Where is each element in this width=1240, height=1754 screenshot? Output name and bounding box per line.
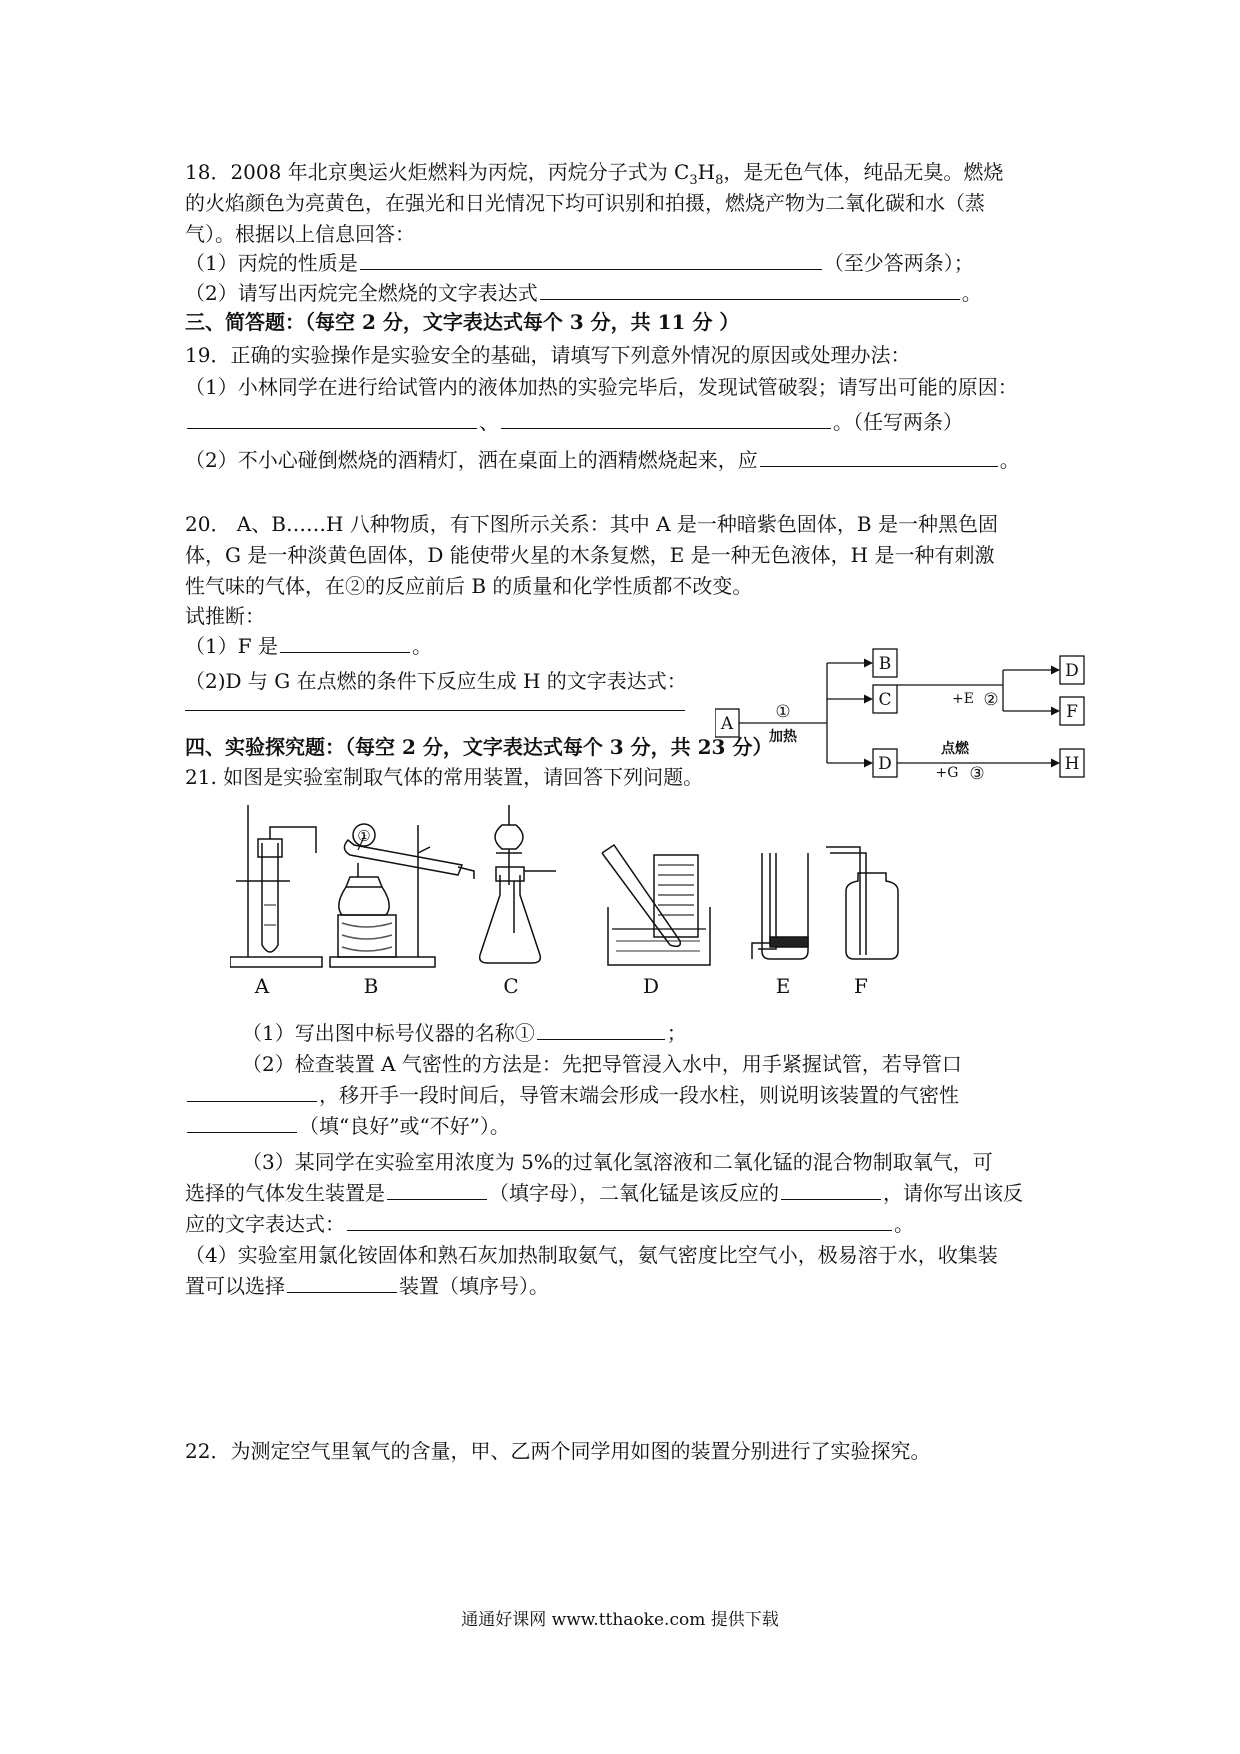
q19-sub1: （1）小林同学在进行给试管内的液体加热的实验完毕后，发现试管破裂；请写出可能的原因： <box>185 375 1018 399</box>
q19-sub2: （2）不小心碰倒燃烧的酒精灯，洒在桌面上的酒精燃烧起来，应 。 <box>185 448 1020 472</box>
label-d: D <box>878 754 892 774</box>
label-b: B <box>363 974 379 998</box>
q21-sub3-line1: （3）某同学在实验室用浓度为 5%的过氧化氢溶液和二氧化锰的混合物制取氧气，可 <box>242 1150 993 1174</box>
apparatus-c <box>480 805 556 963</box>
apparatus-figure <box>230 795 1030 1005</box>
answer-blank[interactable] <box>781 1179 881 1200</box>
answer-blank[interactable] <box>185 710 685 711</box>
q18-sub1: （1）丙烷的性质是 （至少答两条）； <box>185 251 974 275</box>
answer-blank[interactable] <box>537 1019 665 1040</box>
footer-text: 通通好课网 www.tthaoke.com 提供下载 <box>461 1610 779 1630</box>
answer-blank[interactable] <box>387 1179 487 1200</box>
q18-line2: 的火焰颜色为亮黄色，在强光和日光情况下均可识别和拍摄，燃烧产物为二氧化碳和水（蒸 <box>185 191 985 215</box>
answer-blank[interactable] <box>501 408 831 429</box>
section-4-title: 四、实验探究题：（每空 2 分，文字表达式每个 3 分，共 23 分） <box>185 735 773 759</box>
q21-sub1: （1）写出图中标号仪器的名称① ； <box>242 1021 687 1045</box>
q20-line2: 体，G 是一种淡黄色固体，D 能使带火星的木条复燃，E 是一种无色液体，H 是一种有刺激 <box>185 543 995 567</box>
label-a: A <box>254 974 270 998</box>
label-a: A <box>720 714 734 734</box>
label-d2: D <box>1065 661 1079 681</box>
answer-blank[interactable] <box>280 632 410 653</box>
q20-sub2: （2)D 与 G 在点燃的条件下反应生成 H 的文字表达式： <box>185 669 687 693</box>
label-d: D <box>642 974 660 998</box>
q21-sub4-line1: （4）实验室用氯化铵固体和熟石灰加热制取氨气，氨气密度比空气小，极易溶于水，收集装 <box>185 1243 998 1267</box>
apparatus-b <box>330 824 474 967</box>
plus-e-label: +E <box>952 691 974 707</box>
section-3-title: 三、简答题：（每空 2 分，文字表达式每个 3 分，共 11 分 ） <box>185 310 740 334</box>
answer-blank[interactable] <box>187 408 477 429</box>
q18-sub2: （2）请写出丙烷完全燃烧的文字表达式 。 <box>185 281 982 305</box>
q18-line3: 气）。根据以上信息回答： <box>185 222 415 246</box>
answer-blank[interactable] <box>540 279 960 300</box>
ignite-label: 点燃 <box>941 741 969 757</box>
label-f: F <box>854 974 868 998</box>
q22-line1: 22．为测定空气里氧气的含量，甲、乙两个同学用如图的装置分别进行了实验探究。 <box>185 1439 931 1463</box>
q20-line3: 性气味的气体，在②的反应前后 B 的质量和化学性质都不改变。 <box>185 574 753 598</box>
answer-blank[interactable] <box>360 249 822 270</box>
heat-label: 加热 <box>769 729 797 745</box>
reaction-diagram <box>715 645 1115 780</box>
q21-sub2-line2: ，移开手一段时间后，导管末端会形成一段水柱，则说明该装置的气密性 <box>185 1081 959 1109</box>
label-c: C <box>503 974 519 998</box>
q20-line1: 20． A、B……H 八种物质，有下图所示关系：其中 A 是一种暗紫色固体，B 是一种黑色固 <box>185 512 998 536</box>
q21-line1: 21. 如图是实验室制取气体的常用装置，请回答下列问题。 <box>185 765 704 789</box>
apparatus-f <box>826 847 898 959</box>
label-h: H <box>1064 754 1080 774</box>
q21-sub3-line3: 应的文字表达式： 。 <box>185 1212 914 1236</box>
circle-1: ① <box>775 702 791 722</box>
circle-3: ③ <box>969 764 985 780</box>
q21-sub2-line3: （填“良好”或“不好”）。 <box>185 1112 510 1140</box>
apparatus-d <box>602 845 710 965</box>
apparatus-a <box>230 805 322 967</box>
q21-sub3-line2: 选择的气体发生装置是 （填字母），二氧化锰是该反应的 ，请你写出该反 <box>185 1181 1023 1205</box>
label-f: F <box>1066 702 1078 722</box>
answer-blank[interactable] <box>760 446 998 467</box>
answer-blank[interactable] <box>187 1112 297 1133</box>
circle-2: ② <box>983 690 999 710</box>
q19-sub1-blanks: 、 。（任写两条） <box>185 408 963 436</box>
q20-line4: 试推断： <box>185 604 265 628</box>
q21-sub2-line1: （2）检查装置 A 气密性的方法是：先把导管浸入水中，用手紧握试管，若导管口 <box>242 1052 962 1076</box>
q21-sub4-line2: 置可以选择 装置（填序号）。 <box>185 1274 549 1298</box>
q18-line1: 18．2008 年北京奥运火炬燃料为丙烷，丙烷分子式为 $C_3H_8$，是无色气体，纯品无臭。燃烧 <box>185 160 1004 188</box>
q19-line1: 19．正确的实验操作是实验安全的基础，请填写下列意外情况的原因或处理办法： <box>185 343 911 367</box>
apparatus-e <box>752 853 808 959</box>
q20-sub1: （1）F 是 。 <box>185 634 432 658</box>
label-b: B <box>878 654 892 674</box>
marker-1: ① <box>357 827 371 845</box>
answer-blank[interactable] <box>287 1272 397 1293</box>
answer-blank[interactable] <box>347 1210 892 1231</box>
plus-g-label: +G <box>935 765 959 780</box>
label-c: C <box>878 690 892 710</box>
answer-blank[interactable] <box>187 1081 317 1102</box>
label-e: E <box>775 974 791 998</box>
